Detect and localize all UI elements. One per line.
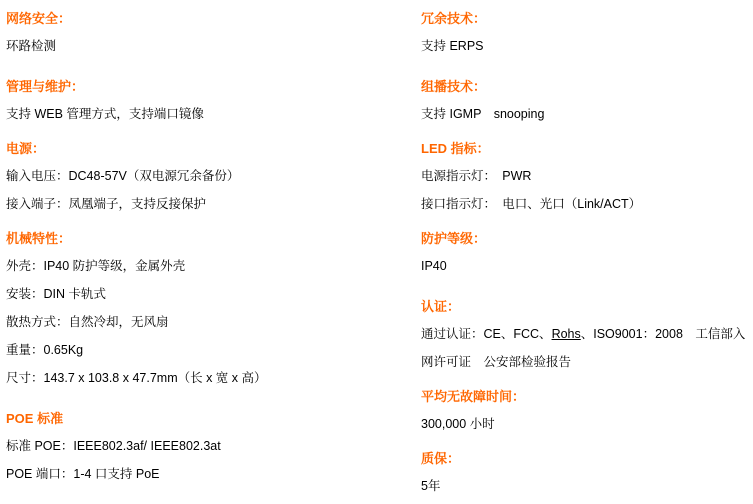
spec-group-led <box>421 136 753 218</box>
group-heading: POE 标准 <box>6 411 64 426</box>
spec-group-protection-level <box>421 226 753 280</box>
certification-text: 通过认证：CE、FCC、Rohs、ISO9001：2008 工信部入 <box>421 327 746 341</box>
group-line: 外壳：IP40 防护等级，金属外壳 <box>6 259 186 273</box>
rohs-token: Rohs <box>551 327 581 341</box>
group-line: 环路检测 <box>6 39 57 53</box>
group-line-certification <box>421 320 753 348</box>
group-line: 5年 <box>421 479 441 493</box>
group-line: 安装：DIN 卡轨式 <box>6 287 107 301</box>
group-line: 尺寸：143.7 x 103.8 x 47.7mm（长 x 宽 x 高） <box>6 371 267 385</box>
spec-group-mechanical <box>6 226 395 392</box>
group-line: 支持 IGMP snooping <box>421 107 545 121</box>
group-heading: 网络安全： <box>6 11 72 26</box>
spec-group-network-security <box>6 6 395 60</box>
spacer <box>6 64 395 74</box>
group-line: 支持 WEB 管理方式，支持端口镜像 <box>6 107 204 121</box>
group-heading: 管理与维护： <box>6 79 85 94</box>
group-line: 输入电压：DC48-57V（双电源冗余备份） <box>6 169 240 183</box>
group-line: 散热方式：自然冷却，无风扇 <box>6 315 169 329</box>
group-heading: 防护等级： <box>421 231 487 246</box>
group-heading: 电源： <box>6 141 46 156</box>
group-line: 300,000 小时 <box>421 417 495 431</box>
spacer <box>421 64 753 74</box>
spec-group-mtbf <box>421 384 753 438</box>
group-heading: LED 指标： <box>421 141 490 156</box>
group-line: 支持 ERPS <box>421 39 484 53</box>
group-heading: 质保： <box>421 451 461 466</box>
group-line: 标准 POE：IEEE802.3af/ IEEE802.3at <box>6 439 221 453</box>
group-line: IP40 <box>421 259 447 273</box>
spec-group-warranty <box>421 446 753 500</box>
group-heading: 平均无故障时间： <box>421 389 526 404</box>
group-line: POE 端口：1-4 口支持 PoE <box>6 467 160 481</box>
group-line: 网许可证 公安部检验报告 <box>421 355 572 369</box>
spec-group-multicast <box>421 74 753 128</box>
spacer <box>421 284 753 294</box>
group-line: 电源指示灯： PWR <box>421 169 532 183</box>
group-line: 重量：0.65Kg <box>6 343 84 357</box>
group-line: 接口指示灯： 电口、光口（Link/ACT） <box>421 197 642 211</box>
group-heading: 组播技术： <box>421 79 487 94</box>
right-column <box>395 0 753 504</box>
spec-group-poe-standard <box>6 406 395 488</box>
spec-group-redundancy <box>421 6 753 60</box>
group-line: 接入端子：凤凰端子，支持反接保护 <box>6 197 207 211</box>
spec-group-management <box>6 74 395 128</box>
spec-group-certification <box>421 294 753 376</box>
group-heading: 机械特性： <box>6 231 72 246</box>
group-heading: 冗余技术： <box>421 11 487 26</box>
spacer <box>6 396 395 406</box>
spec-group-power <box>6 136 395 218</box>
group-heading: 认证： <box>421 299 461 314</box>
